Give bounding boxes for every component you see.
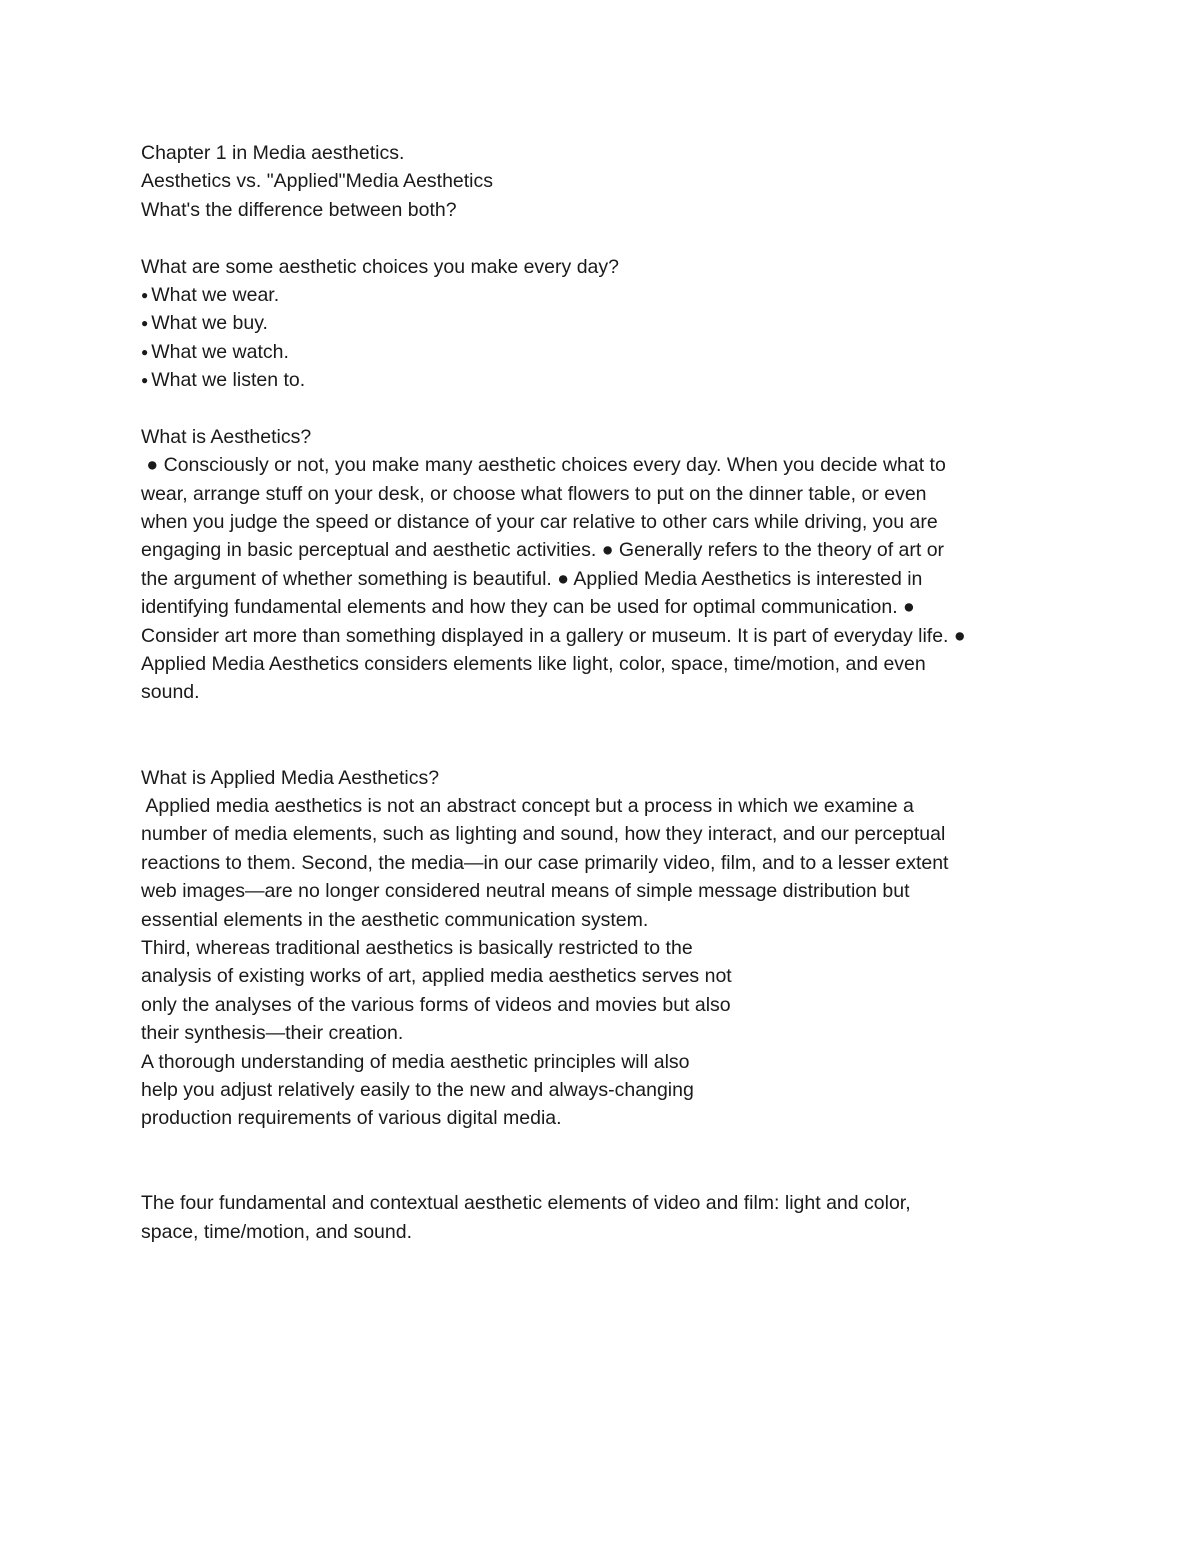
paragraph-line: essential elements in the aesthetic communication system. (141, 908, 649, 931)
chapter-title: Chapter 1 in Media aesthetics. (141, 142, 405, 164)
paragraph-line: engaging in basic perceptual and aesthetic activities. ● Generally refers to the theory of art or (141, 539, 945, 562)
paragraph-line: identifying fundamental elements and how they can be used for optimal communication. ● (141, 596, 915, 619)
bullet-icon: ● (141, 344, 149, 359)
paragraph-line: the argument of whether something is beautiful. ● Applied Media Aesthetics is interested in (141, 567, 923, 590)
spacer (141, 395, 1141, 423)
aesthetics-heading: What is Aesthetics? (141, 425, 312, 448)
paragraph-line: help you adjust relatively easily to the new and always-changing (141, 1078, 694, 1101)
list-item: ● What we listen to. (141, 366, 1141, 394)
paragraph-line: Applied Media Aesthetics considers elements like light, color, space, time/motion, and even (141, 653, 926, 676)
choices-question: What are some aesthetic choices you make every day? (141, 255, 619, 278)
paragraph-line: only the analyses of the various forms of videos and movies but also (141, 993, 731, 1016)
paragraph-line: Consider art more than something displayed in a gallery or museum. It is part of everyday life. ● (141, 624, 966, 647)
spacer (141, 707, 1141, 735)
spacer (141, 735, 1141, 763)
aesthetics-paragraph (141, 451, 1141, 707)
paragraph-line: when you judge the speed or distance of your car relative to other cars while driving, you are (141, 511, 938, 534)
spacer (141, 224, 1141, 252)
list-item: ● What we buy. (141, 309, 1141, 337)
bullet-icon: ● (141, 316, 149, 331)
list-item: ● What we wear. (141, 281, 1141, 309)
paragraph-line: number of media elements, such as lighting and sound, how they interact, and our perceptual (141, 823, 946, 846)
list-item: ● What we watch. (141, 338, 1141, 366)
applied-heading: What is Applied Media Aesthetics? (141, 766, 440, 789)
paragraph-line: Third, whereas traditional aesthetics is basically restricted to the (141, 936, 693, 959)
elements-paragraph (141, 1189, 1141, 1246)
applied-paragraph (141, 792, 1141, 1133)
paragraph-line: analysis of existing works of art, applied media aesthetics serves not (141, 965, 732, 988)
paragraph-line: their synthesis—their creation. (141, 1022, 404, 1045)
spacer (141, 1133, 1141, 1161)
difference-question: What's the difference between both? (141, 198, 457, 221)
paragraph-line: wear, arrange stuff on your desk, or choose what flowers to put on the dinner table, or even (141, 482, 927, 505)
paragraph-line: reactions to them. Second, the media—in our case primarily video, film, and to a lesser extent (141, 851, 949, 874)
paragraph-line: production requirements of various digital media. (141, 1107, 562, 1130)
bullet-icon: ● (141, 373, 149, 388)
choices-list (141, 281, 1141, 395)
spacer (141, 1161, 1141, 1189)
bullet-icon: ● (141, 287, 149, 302)
paragraph-line: sound. (141, 681, 200, 704)
paragraph-line: ● Consciously or not, you make many aesthetic choices every day. When you decide what to (141, 454, 946, 477)
subtitle: Aesthetics vs. "Applied"Media Aesthetics (141, 170, 494, 193)
document-body (141, 139, 1141, 1246)
paragraph-line: A thorough understanding of media aesthetic principles will also (141, 1050, 690, 1073)
paragraph-line: The four fundamental and contextual aesthetic elements of video and film: light and color, (141, 1192, 911, 1215)
paragraph-line: Applied media aesthetics is not an abstract concept but a process in which we examine a (141, 794, 914, 817)
paragraph-line: web images—are no longer considered neutral means of simple message distribution but (141, 880, 910, 903)
paragraph-line: space, time/motion, and sound. (141, 1220, 412, 1243)
